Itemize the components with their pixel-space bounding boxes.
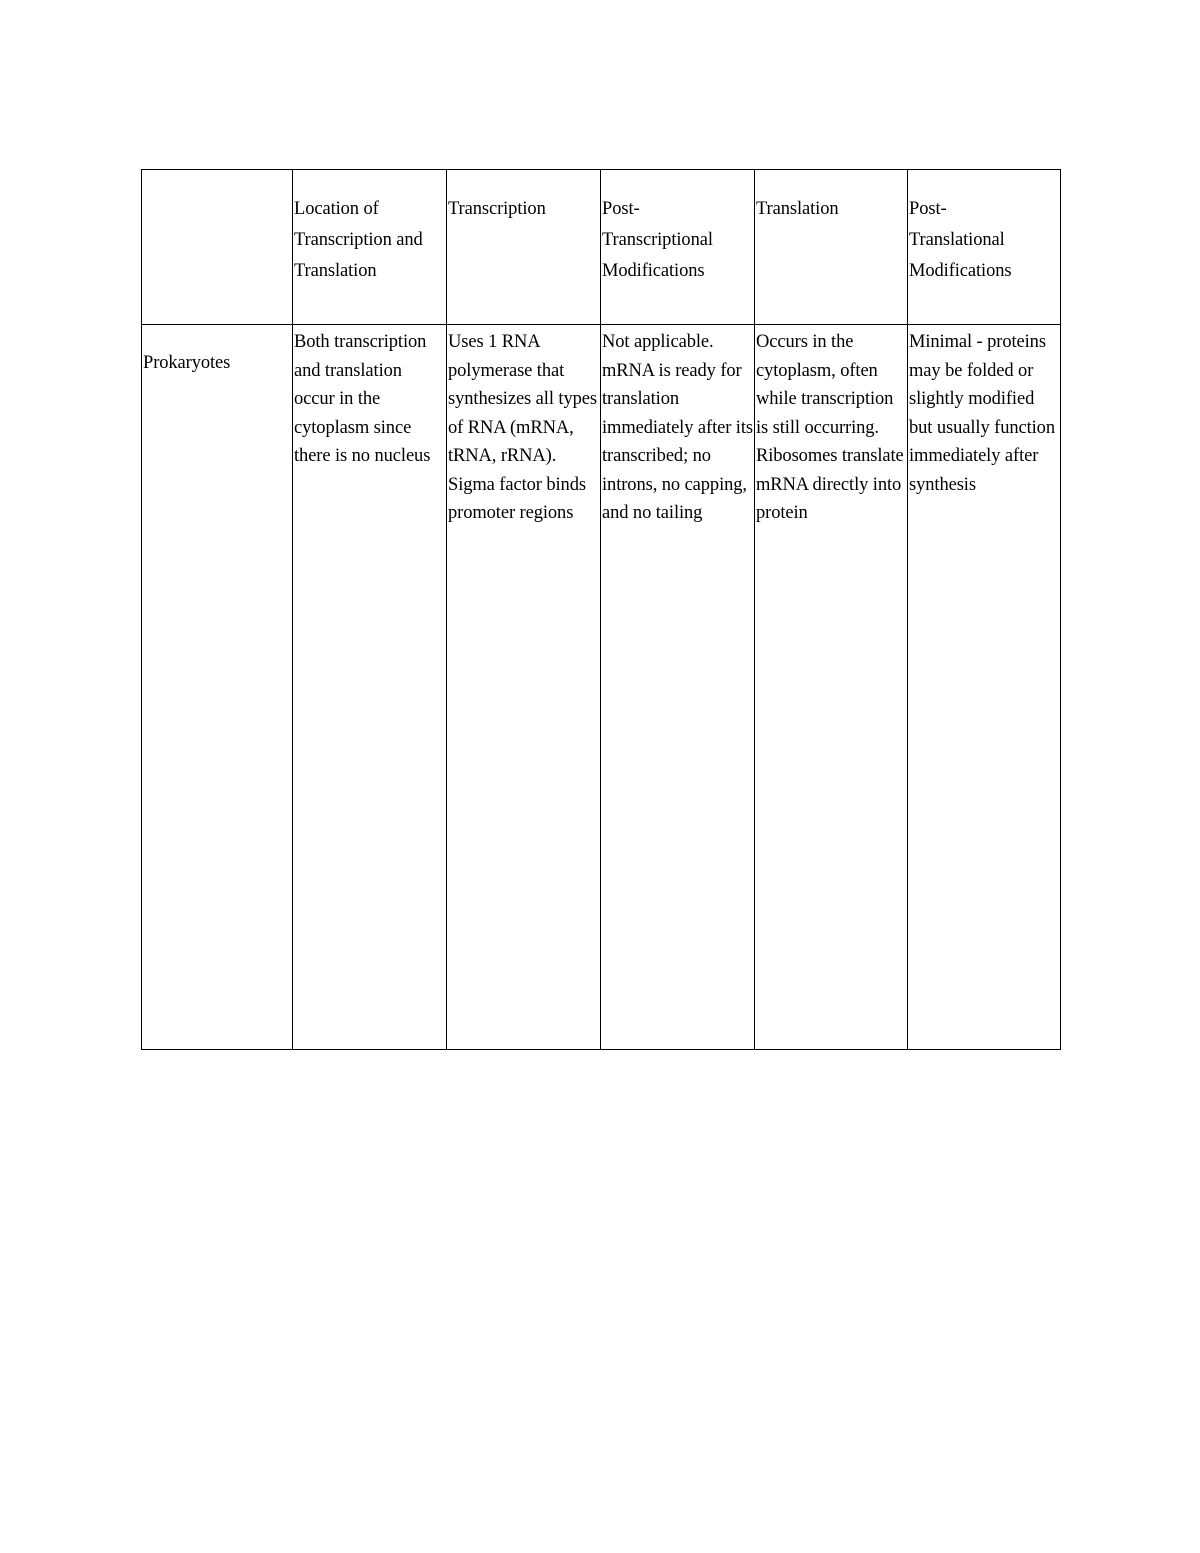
cell-post-transcriptional — [601, 325, 755, 1050]
header-post-transcriptional-line-3: Modifications — [602, 261, 705, 281]
header-transcription-line-1: Transcription — [448, 199, 546, 219]
comparison-table — [141, 169, 1061, 1050]
cell-location — [293, 325, 447, 1050]
cell-translation-text: Occurs in the cytoplasm, often while transcription is still occurring. Ribosomes translate mRNA directly into protein — [756, 332, 904, 523]
cell-translation — [755, 325, 908, 1050]
cell-location-text: Both transcription and translation occur in the cytoplasm since there is no nucleus — [294, 332, 431, 466]
header-cell-empty — [142, 170, 293, 325]
header-cell-post-translational — [908, 170, 1061, 325]
header-post-translational-line-2: Translational — [909, 230, 1005, 250]
table-header-row — [142, 170, 1061, 325]
cell-post-transcriptional-text: Not applicable. mRNA is ready for translation immediately after its transcribed; no introns, no capping, and no tailing — [602, 332, 753, 523]
header-post-translational-line-1: Post- — [909, 199, 947, 219]
header-location-line-3: Translation — [294, 261, 377, 281]
header-location-line-2: Transcription and — [294, 230, 423, 250]
header-translation-line-1: Translation — [756, 199, 839, 219]
cell-transcription — [447, 325, 601, 1050]
row-label-cell — [142, 325, 293, 1050]
header-cell-location — [293, 170, 447, 325]
table-row — [142, 325, 1061, 1050]
cell-post-translational-text: Minimal - proteins may be folded or slightly modified but usually function immediately after synthesis — [909, 332, 1055, 495]
header-post-transcriptional-line-1: Post- — [602, 199, 640, 219]
row-label-prokaryotes: Prokaryotes — [143, 353, 231, 373]
header-cell-post-transcriptional — [601, 170, 755, 325]
cell-post-translational — [908, 325, 1061, 1050]
header-cell-transcription — [447, 170, 601, 325]
header-cell-translation — [755, 170, 908, 325]
header-post-transcriptional-line-2: Transcriptional — [602, 230, 713, 250]
header-post-translational-line-3: Modifications — [909, 261, 1012, 281]
header-location-line-1: Location of — [294, 199, 379, 219]
cell-transcription-text: Uses 1 RNA polymerase that synthesizes all types of RNA (mRNA, tRNA, rRNA). Sigma factor binds promoter regions — [448, 332, 597, 523]
